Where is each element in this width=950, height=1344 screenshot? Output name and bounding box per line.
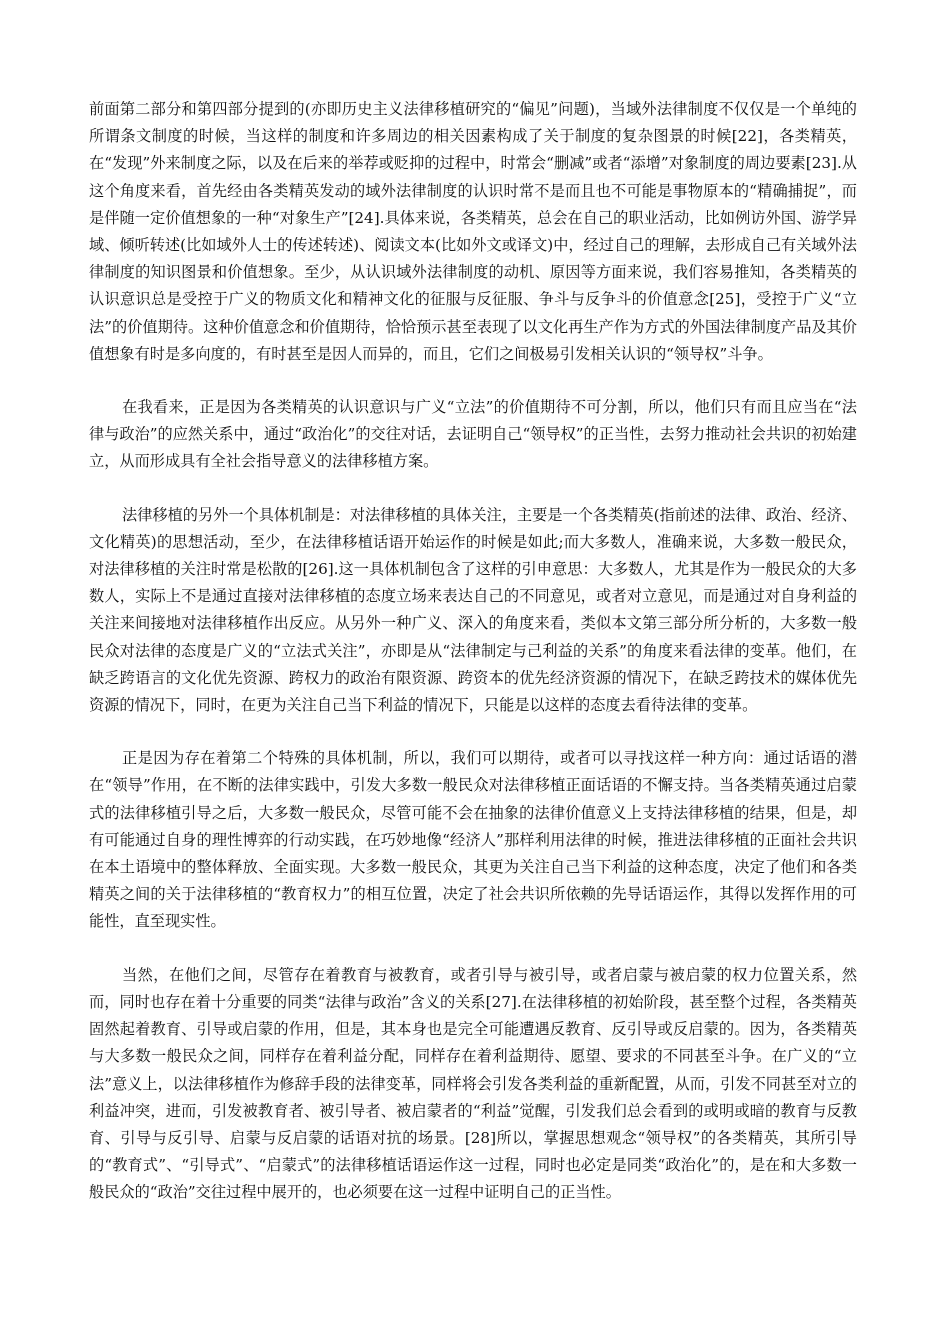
paragraph-3: 法律移植的另外一个具体机制是：对法律移植的具体关注，主要是一个各类精英(指前述的法律、政治、经济、文化精英)的思想活动，至少，在法律移植话语开始运作的时候是如此;而大多数人，准确来说，大多数一般民众，对法律移植的关注时常是松散的[26].这一具体机制包含了这样的引申意思：大多数人，尤其是作为一般民众的大多数人，实际上不是通过直接对法律移植的态度立场来表达自己的不同意见，或者对立意见，而是通过对自身利益的关注来间接地对法律移植作出反应。从另外一种广义、深入的角度来看，类似本文第三部分所分析的，大多数一般民众对法律的态度是广义的“立法式关注”，亦即是从“法律制定与己利益的关系”的角度来看法律的变革。他们，在缺乏跨语言的文化优先资源、跨权力的政治有限资源、跨资本的优先经济资源的情况下，在缺乏跨技术的媒体优先资源的情况下，同时，在更为关注自己当下利益的情况下，只能是以这样的态度去看待法律的变革。	[89, 505, 857, 715]
paragraph-5: 当然，在他们之间，尽管存在着教育与被教育，或者引导与被引导，或者启蒙与被启蒙的权力位置关系，然而，同时也存在着十分重要的同类“法律与政治”含义的关系[27].在法律移植的初始阶段，甚至整个过程，各类精英固然起着教育、引导或启蒙的作用，但是，其本身也是完全可能遭遇反教育、反引导或反启蒙的。因为，各类精英与大多数一般民众之间，同样存在着利益分配，同样存在着利益期待、愿望、要求的不同甚至斗争。在广义的“立法”意义上，以法律移植作为修辞手段的法律变革，同样将会引发各类利益的重新配置，从而，引发不同甚至对立的利益冲突，进而，引发被教育者、被引导者、被启蒙者的“利益”觉醒，引发我们总会看到的或明或暗的教育与反教育、引导与反引导、启蒙与反启蒙的话语对抗的场景。[28]所以，掌握思想观念“领导权”的各类精英，其所引导的“教育式”、“引导式”、“启蒙式”的法律移植话语运作这一过程，同时也必定是同类“政治化”的，是在和大多数一般民众的“政治”交往过程中展开的，也必须要在这一过程中证明自己的正当性。	[89, 965, 857, 1202]
paragraph-2: 在我看来，正是因为各类精英的认识意识与广义“立法”的价值期待不可分割，所以，他们只有而且应当在“法律与政治”的应然关系中，通过“政治化”的交往对话，去证明自己“领导权”的正当性，去努力推动社会共识的初始建立，从而形成具有全社会指导意义的法律移植方案。	[89, 398, 857, 471]
paragraph-4: 正是因为存在着第二个特殊的具体机制，所以，我们可以期待，或者可以寻找这样一种方向：通过话语的潜在“领导”作用，在不断的法律实践中，引发大多数一般民众对法律移植正面话语的不懈支持。当各类精英通过启蒙式的法律移植引导之后，大多数一般民众，尽管可能不会在抽象的法律价值意义上支持法律移植的结果，但是，却有可能通过自身的理性博弈的行动实践，在巧妙地像“经济人”那样利用法律的时候，推进法律移植的正面社会共识在本土语境中的整体释放、全面实现。大多数一般民众，其更为关注自己当下利益的这种态度，决定了他们和各类精英之间的关于法律移植的“教育权力”的相互位置，决定了社会共识所依赖的先导话语运作，其得以发挥作用的可能性，直至现实性。	[89, 749, 857, 931]
paragraph-1: 前面第二部分和第四部分提到的(亦即历史主义法律移植研究的“偏见”问题)，当域外法律制度不仅仅是一个单纯的所谓条文制度的时候，当这样的制度和许多周边的相关因素构成了关于制度的复杂图景的时候[22]，各类精英，在“发现”外来制度之际，以及在后来的举荐或贬抑的过程中，时常会“删减”或者“添增”对象制度的周边要素[23].从这个角度来看，首先经由各类精英发动的域外法律制度的认识时常不是而且也不可能是事物原本的“精确捕捉”，而是伴随一定价值想象的一种“对象生产”[24].具体来说，各类精英，总会在自己的职业活动，比如例访外国、游学异域、倾听转述(比如域外人士的传述转述)、阅读文本(比如外文或译文)中，经过自己的理解，去形成自己有关域外法律制度的知识图景和价值想象。至少，从认识域外法律制度的动机、原因等方面来说，我们容易推知，各类精英的认识意识总是受控于广义的物质文化和精神文化的征服与反征服、争斗与反争斗的价值意念[25]，受控于广义“立法”的价值期待。这种价值意念和价值期待，恰恰预示甚至表现了以文化再生产作为方式的外国法律制度产品及其价值想象有时是多向度的，有时甚至是因人而异的，而且，它们之间极易引发相关认识的“领导权”斗争。	[89, 100, 857, 363]
document-body	[89, 96, 857, 1233]
